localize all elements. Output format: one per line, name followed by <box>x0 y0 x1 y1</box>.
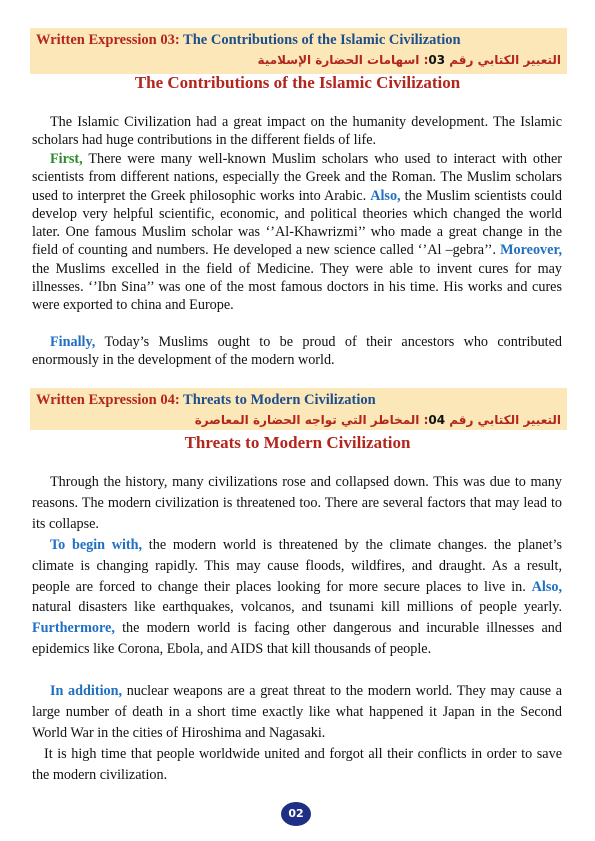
section2-header <box>30 388 567 430</box>
section2-header-label: Written Expression 04: <box>36 392 180 408</box>
section1-p3-keyword-finally: Finally, <box>50 334 96 350</box>
section2-p3-text: nuclear weapons are a great threat to the modern world. They may cause a large number of death in a short time exactly like what happened it Japan in the Second World War in the cities of Hiroshima and Nagasaki. <box>32 683 562 741</box>
section1-arabic-pre: التعبير الكتابي رقم <box>449 53 561 67</box>
section1-header-label: Written Expression 03: <box>36 32 180 48</box>
section1-arabic-num: 03 <box>428 53 446 67</box>
section2-arabic-num: 04 <box>428 413 446 427</box>
section1-p2-keyword-also: Also, <box>370 187 401 204</box>
section2-header-title: Threats to Modern Civilization <box>183 392 376 408</box>
section1-paragraph-3 <box>32 333 562 370</box>
section1-header-english <box>36 30 561 50</box>
section1-p3-text: Today’s Muslims ought to be proud of their ancestors who contributed enormously in the development of the modern world. <box>32 334 562 369</box>
section2-p3-keyword-in-addition: In addition, <box>50 683 123 699</box>
section2-arabic-pre: التعبير الكتابي رقم <box>449 413 561 427</box>
section1-p2-keyword-first: First, <box>50 151 83 167</box>
section2-paragraph-4: It is high time that people worldwide united and forgot all their conflicts in order to save the modern civilization. <box>32 746 562 783</box>
section1-p2-text-3: the Muslims excelled in the field of Medicine. They were able to invent cures for may illnesses. ‘’Ibn Sina’’ was one of the most famous doctors in his time. His works and cures were exported to china and Europe. <box>32 260 562 314</box>
section2-p2-text-2: natural disasters like earthquakes, volcanos, and tsunami kill millions of people yearly. <box>32 599 562 616</box>
section2-header-english <box>36 390 561 410</box>
section1-header-arabic <box>36 50 561 70</box>
section1-arabic-post: : اسهامات الحضارة الإسلامية <box>257 53 429 67</box>
page-number-badge: 02 <box>281 802 311 826</box>
section2-p2-keyword-furthermore: Furthermore, <box>32 620 115 637</box>
section2-header-arabic <box>36 410 561 430</box>
section2-p2-keyword-also: Also, <box>531 578 562 595</box>
section2-title: Threats to Modern Civilization <box>184 433 411 452</box>
section2-paragraph-3 <box>32 681 562 743</box>
section1-p2-text-2: the Muslim scientists could develop very helpful scientific, economic, and political theories which changed the world later. One famous Muslim scholar was ‘’Al-Khawrizmi’’ who made a great change in the field of counting and numbers. He developed a new science called ‘’Al –gebra’’. <box>32 187 562 259</box>
section2-p2-text-3: the modern world is facing other dangerous and incurable illnesses and epidemics like Corona, Ebola, and AIDS that kill thousands of people. <box>32 620 562 657</box>
section1-p2-keyword-moreover: Moreover, <box>500 242 562 259</box>
section1-header <box>30 28 567 74</box>
section2-p2-text-1: the modern world is threatened by the climate changes. the planet’s climate is changing rapidly. This may cause floods, wildfires, and draught. As a result, people are forced to change their places looking for more secure places to live in. <box>32 537 562 595</box>
section1-title: The Contributions of the Islamic Civilization <box>134 73 461 92</box>
section1-p2-text-1: There were many well-known Muslim scholars who used to interact with other scientists from different nations, especially the Greek and the Roman. The Muslim scholars used to interpret the Greek philosophic works into Arabic. <box>32 151 562 204</box>
section2-paragraph-1: Through the history, many civilizations rose and collapsed down. This was due to many reasons. The modern civilization is threatened too. There are several factors that may lead to its collapse. <box>32 474 562 532</box>
section2-paragraph-2 <box>32 535 562 660</box>
section1-paragraph-2 <box>32 150 562 315</box>
section1-paragraph-1: The Islamic Civilization had a great impact on the humanity development. The Islamic scholars had huge contributions in the different fields of life. <box>32 114 562 149</box>
section1-header-title: The Contributions of the Islamic Civilization <box>183 32 461 48</box>
section2-arabic-post: : المخاطر التي تواجه الحضارة المعاصرة <box>194 413 429 427</box>
section2-p2-keyword-to-begin-with: To begin with, <box>50 537 143 553</box>
